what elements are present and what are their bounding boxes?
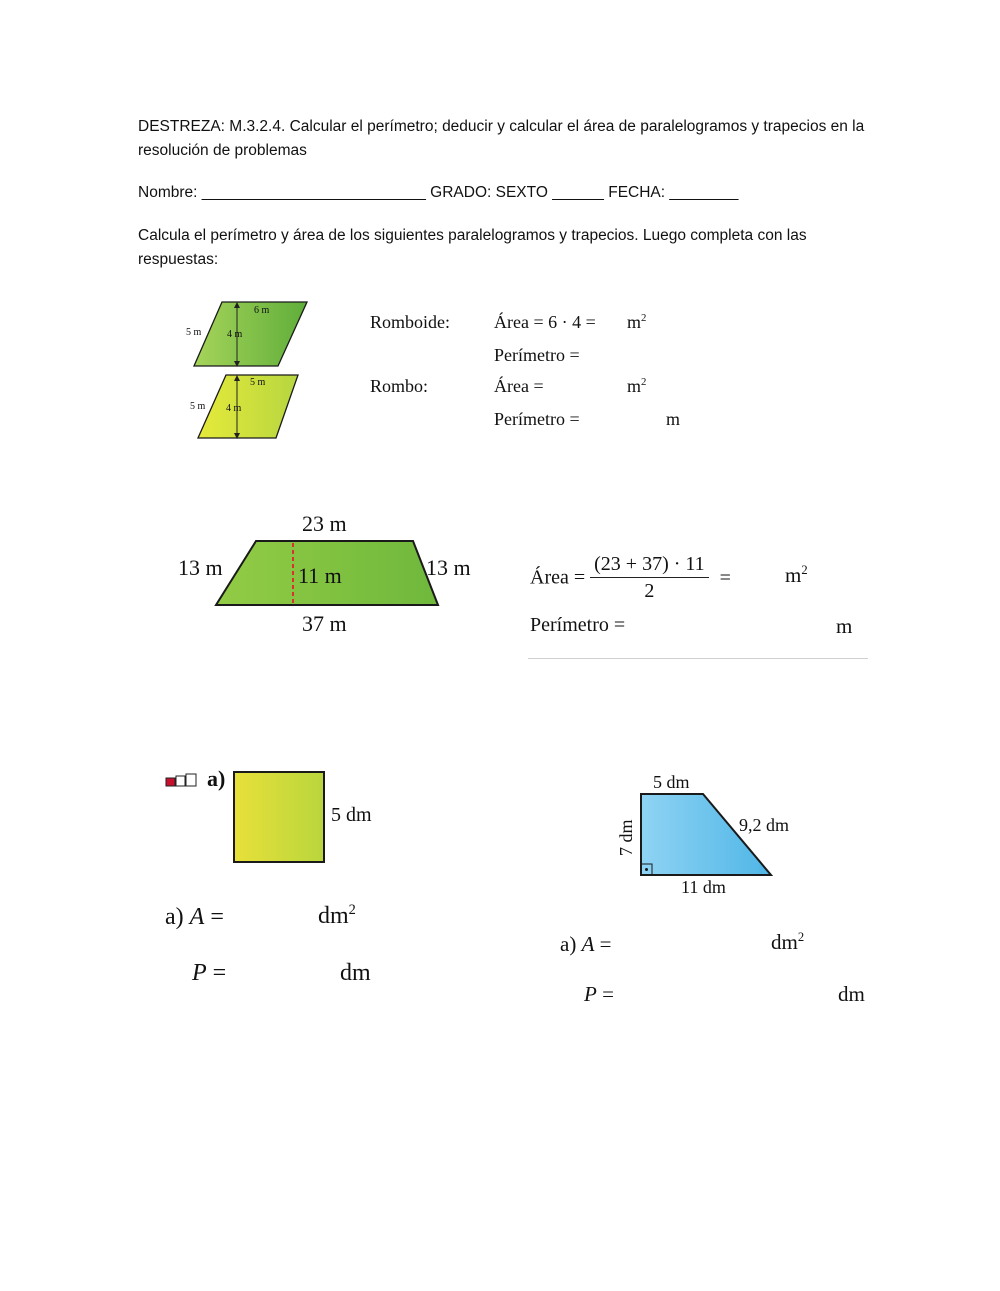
romboide-shape xyxy=(194,302,307,366)
rombo-height-label: 4 m xyxy=(226,403,242,414)
right-trapezoid-bottom-label: 11 dm xyxy=(681,877,726,897)
trapezoid-area-fraction xyxy=(590,551,709,604)
trapezoid-perimeter-unit: m xyxy=(836,614,853,638)
right-trapezoid-slant-label: 9,2 dm xyxy=(739,815,790,835)
right-trapezoid-height-label: 7 dm xyxy=(616,819,636,856)
trapezoid-bottom-label: 37 m xyxy=(302,611,347,636)
rombo-perimeter-unit: m xyxy=(666,409,681,429)
destreza-text: DESTREZA: M.3.2.4. Calcular el perímetro; deducir y calcular el área de paralelogramos y trapecios en la resolución de problemas xyxy=(138,118,865,159)
square-area-unit: $dm^2$ xyxy=(318,902,356,929)
trapezoid-height-label: 11 m xyxy=(298,563,342,588)
rombo-perimeter-label: Perímetro = xyxy=(494,409,580,429)
instruction-text: Calcula el perímetro y área de los siguientes paralelogramos y trapecios. Luego completa con las respuestas: xyxy=(138,227,807,268)
trapezoid-perimeter-label: Perímetro = xyxy=(530,614,626,636)
parallelograms-figure xyxy=(180,295,320,445)
romboide-top-label: 6 m xyxy=(254,305,270,316)
trapezoid-area-equals: = xyxy=(719,566,731,589)
square-perimeter-unit: dm xyxy=(340,960,371,986)
trapezoid-left-label: 13 m xyxy=(178,555,223,580)
romboide-area-unit: $m^2$ xyxy=(627,312,647,332)
rombo-side-label: 5 m xyxy=(190,401,206,412)
trapezoid-area-formula xyxy=(530,551,731,604)
rombo-area-expr: Área = xyxy=(494,376,544,396)
trapezoid-area-numerator: (23 + 37) · 11 xyxy=(590,551,709,578)
name-grade-date-line: Nombre: __________________________ GRADO: SEXTO ______ FECHA: ________ xyxy=(138,184,739,201)
romboide-side-label: 5 m xyxy=(186,327,202,338)
right-trapezoid-top-label: 5 dm xyxy=(653,772,690,792)
rombo-area-unit: $m^2$ xyxy=(627,376,647,396)
square-area-line: a) A = xyxy=(165,904,224,930)
rombo-shape xyxy=(198,375,298,438)
trapezoid-figure xyxy=(170,505,490,640)
trapezoid-area-denominator: 2 xyxy=(644,580,655,602)
rombo-top-label: 5 m xyxy=(250,377,266,388)
trapezoid2-area-unit: $dm^2$ xyxy=(771,930,805,954)
square-perimeter-line: P = xyxy=(192,960,227,986)
romboide-area-expr: Área = 6 · 4 = xyxy=(494,312,596,332)
square-figure xyxy=(230,768,330,868)
square-tag: a) xyxy=(207,766,226,791)
square-side-label: 5 dm xyxy=(331,804,372,826)
square-shape xyxy=(234,772,324,862)
divider xyxy=(528,658,868,659)
trapezoid2-area-line: a) A = xyxy=(560,932,612,956)
trapezoid-top-label: 23 m xyxy=(302,511,347,536)
trapezoid2-perimeter-unit: dm xyxy=(838,982,865,1006)
right-trapezoid-figure xyxy=(612,770,822,900)
romboide-height-label: 4 m xyxy=(227,329,243,340)
romboide-label: Romboide: xyxy=(370,312,450,332)
trapezoid-right-label: 13 m xyxy=(426,555,471,580)
trapezoid2-perimeter-line: P = xyxy=(584,982,614,1006)
difficulty-icon xyxy=(165,773,199,787)
rombo-label: Rombo: xyxy=(370,376,429,396)
trapezoid-area-label: Área = xyxy=(530,566,586,589)
trapezoid-area-unit: $m^2$ xyxy=(785,563,808,587)
romboide-perimeter-label: Perímetro = xyxy=(494,345,580,365)
